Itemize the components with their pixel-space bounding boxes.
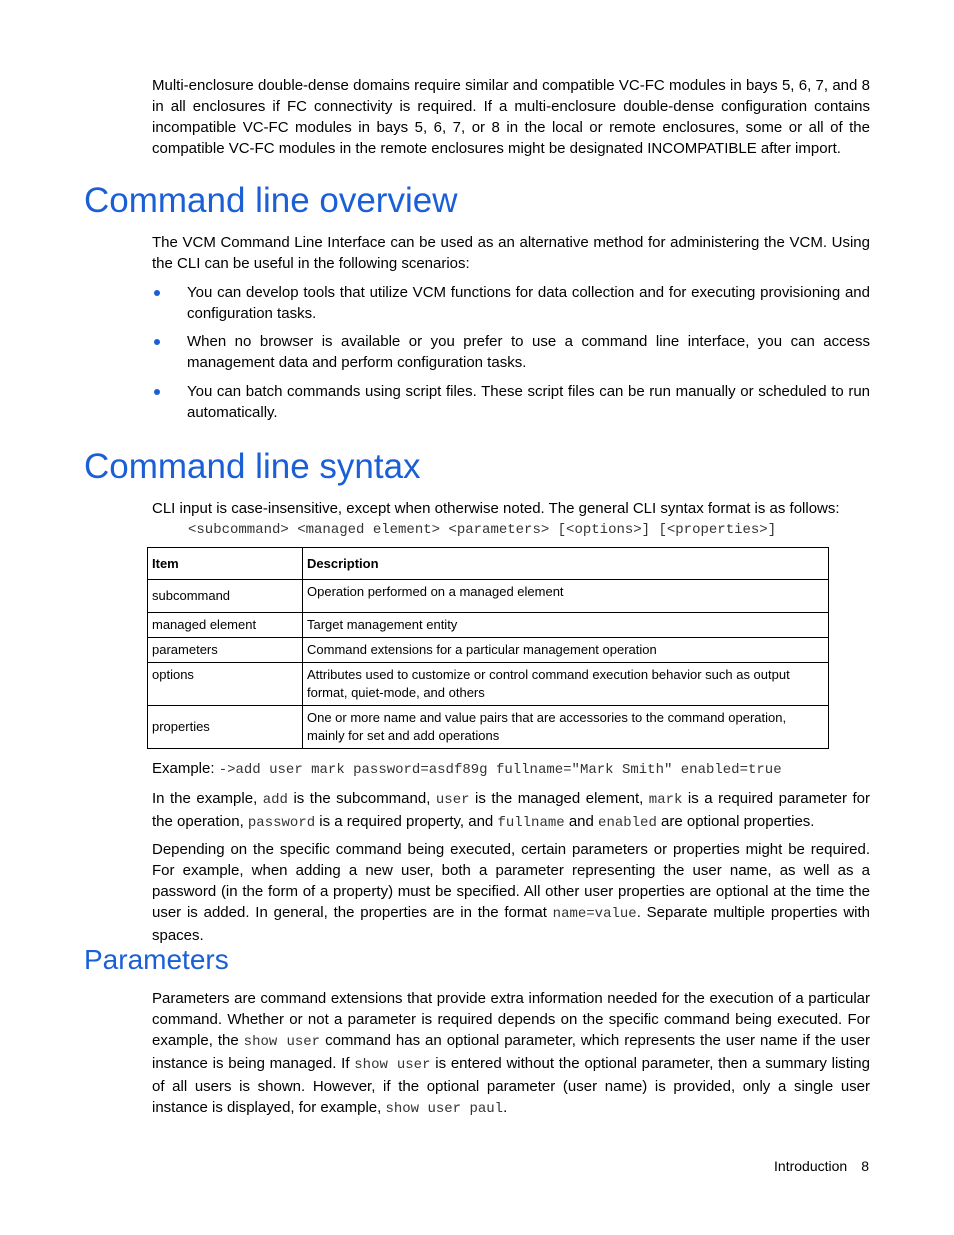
code-run: show user paul [385,1101,504,1117]
text-run: In the example, [152,790,263,807]
table-cell-item [148,706,303,749]
table-cell-description: Operation performed on a managed element [303,580,829,613]
table-row [148,663,829,706]
table-row [148,580,829,613]
overview-paragraph: The VCM Command Line Interface can be used as an alternative method for administering the VCM. Using the CLI can be useful in the following scenarios: [152,234,870,272]
table-cell-description: Attributes used to customize or control command execution behavior such as output format, quiet-mode, and others [303,663,829,706]
page-footer [760,1158,869,1174]
text-run: command has an optional parameter, which represents the user name if the user instance is being managed. If [152,1032,870,1072]
heading-command-line-overview: Command line overview [84,181,458,220]
text-run: and [564,813,599,830]
code-run: user [435,792,470,808]
code-run: fullname [497,815,565,831]
table-cell-description: Command extensions for a particular management operation [303,638,829,663]
syntax-paragraph: CLI input is case-insensitive, except when otherwise noted. The general CLI syntax format is as follows: [152,500,840,517]
cell-text: subcommand [152,588,231,603]
code-run: password [247,815,316,831]
footer-section: Introduction [774,1158,848,1174]
bullet-text: You can batch commands using script files. These script files can be run manually or scheduled to run automatically. [187,383,870,421]
table-cell-item: parameters [148,638,303,663]
table-row [148,706,829,749]
text-run: is a required parameter for the operation, [152,790,871,830]
code-run: name=value [552,906,637,922]
text-run: is entered without the optional parameter, then a summary listing of all users is shown. However, if the optional parameter (user name) is provided, only a single user instance is displayed, for example, [152,1055,870,1116]
code-run: add [262,792,288,808]
page-number: 8 [861,1158,869,1174]
text-run: . [503,1099,508,1116]
bullet-icon [154,389,160,395]
example-code: ->add user mark password=asdf89g fullname="Mark Smith" enabled=true [218,762,782,778]
table-cell-item [148,580,303,613]
example-line [152,758,870,781]
bullet-icon [154,290,160,296]
table-cell-item [148,613,303,638]
bullet-icon [154,339,160,345]
code-run: enabled [598,815,657,831]
table-header-row [148,548,829,580]
heading-parameters: Parameters [84,944,229,975]
table-cell-item: options [148,663,303,706]
cell-text: managed element [152,617,257,632]
text-run: is the managed element, [469,790,649,807]
table-row [148,613,829,638]
text-run: Parameters are command extensions that provide extra information needed for the execution of a particular command. Whether or not a parameter is required depends on the specific command being executed. For example, the [152,990,870,1049]
example-explanation [152,788,870,834]
table-cell-description: Target management entity [303,613,829,638]
text-run: is the subcommand, [287,790,436,807]
text-run: are optional properties. [656,813,815,830]
depending-paragraph [152,839,870,946]
heading-command-line-syntax: Command line syntax [84,447,421,486]
parameters-paragraph [152,988,870,1120]
code-run: mark [648,792,683,808]
syntax-table [147,547,829,749]
code-run: show user [354,1057,431,1073]
intro-paragraph: Multi-enclosure double-dense domains require similar and compatible VC-FC modules in bays 5, 6, 7, and 8 in all enclosures if FC connectivity is required. If a multi-enclosure double-dense configuration contains incompatible VC-FC modules in bays 5, 6, 7, or 8 in the local or remote enclosures, some or all of the compatible VC-FC modules in the remote enclosures might be designated INCOMPATIBLE after import. [152,77,870,157]
table-row [148,638,829,663]
code-run: show user [243,1034,321,1050]
text-run: is a required property, and [315,813,498,830]
text-run: Depending on the specific command being executed, certain parameters or properties might be required. For example, when adding a new user, both a parameter representing the user name, as well as a password (in the form of a property) must be specified. All other user properties are optional at the time the user is added. In general, the properties are in the format [152,841,870,921]
table-cell-description: One or more name and value pairs that are accessories to the command operation, mainly for set and add operations [303,706,829,749]
table-header-description: Description [303,548,829,580]
text-run: . Separate multiple properties with spaces. [152,904,870,944]
table-header-item: Item [148,548,303,580]
syntax-format-line: <subcommand> <managed element> <parameters> [<options>] [<properties>] [188,522,777,538]
example-label: Example: [152,760,219,777]
bullet-text: You can develop tools that utilize VCM functions for data collection and for executing provisioning and configuration tasks. [187,284,870,322]
cell-text: properties [152,719,210,734]
bullet-text: When no browser is available or you prefer to use a command line interface, you can access management data and perform configuration tasks. [187,333,870,371]
